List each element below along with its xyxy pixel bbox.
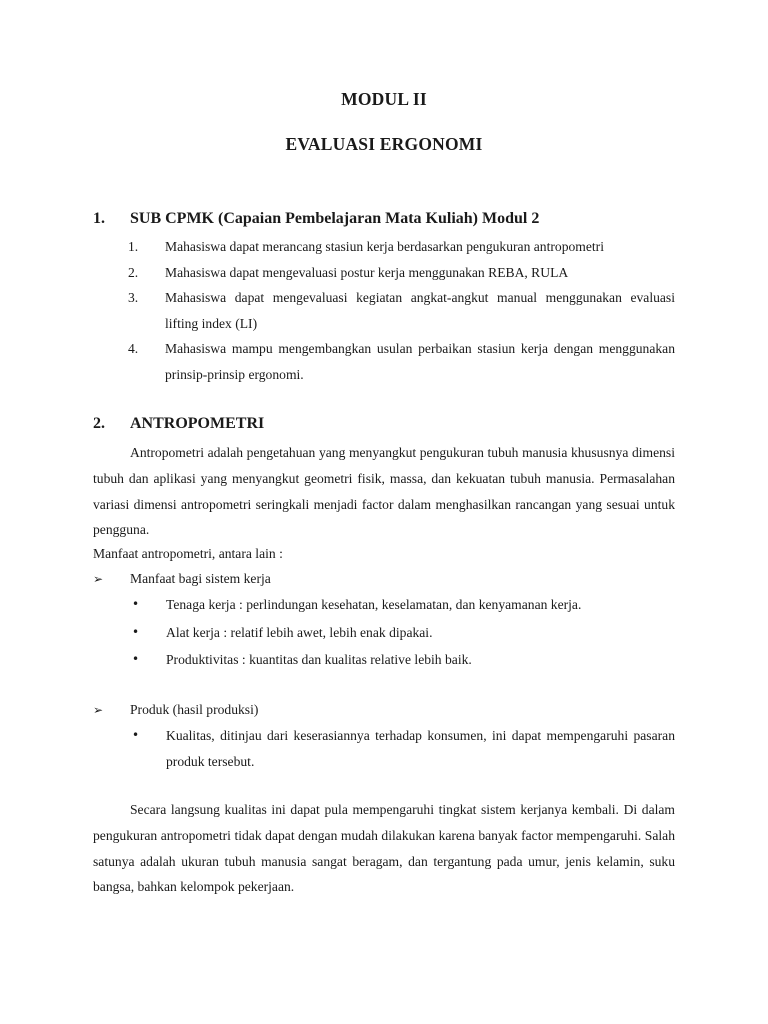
arrow-item-label: Manfaat bagi sistem kerja (130, 571, 271, 586)
section-heading-cpmk (93, 210, 675, 228)
list-item (128, 260, 675, 286)
arrow-item-product (93, 697, 675, 723)
document-page (93, 0, 675, 1024)
list-item-text: Mahasiswa dapat merancang stasiun kerja berdasarkan pengukuran antropometri (165, 239, 604, 254)
bullet-item (130, 592, 675, 618)
section-heading-antropometri (93, 415, 675, 433)
list-item-text: Mahasiswa mampu mengembangkan usulan perbaikan stasiun kerja dengan menggunakan prinsip-prinsip ergonomi. (165, 341, 675, 382)
document-subtitle: EVALUASI ERGONOMI (285, 134, 483, 154)
bullet-item (130, 723, 675, 774)
list-item-number: 4. (128, 341, 139, 356)
arrow-item-label: Produk (hasil produksi) (130, 702, 259, 717)
paragraph-benefits-intro: Manfaat antropometri, antara lain : (93, 546, 283, 561)
bullet-dot-icon: • (132, 728, 140, 742)
arrow-item-work-system (93, 566, 675, 592)
list-item-number: 2. (128, 264, 139, 280)
bullet-text: Alat kerja : relatif lebih awet, lebih enak dipakai. (166, 624, 433, 640)
bullet-item (130, 620, 675, 646)
section-number: 1. (93, 210, 105, 227)
list-item (128, 234, 675, 260)
list-item (128, 336, 675, 387)
section-heading-text: ANTROPOMETRI (130, 415, 265, 432)
section-number: 2. (93, 415, 105, 432)
bullet-text: Tenaga kerja : perlindungan kesehatan, keselamatan, dan kenyamanan kerja. (166, 597, 582, 612)
paragraph-measurement: Secara langsung kualitas ini dapat pula mempengaruhi tingkat sistem kerjanya kembali. Di dalam pengukuran antropometri tidak dapat dengan mudah dilakukan karena banyak factor mempengaruhi. Salah satunya adalah ukuran tubuh manusia sangat beragam, dan tergantung pada umur, jenis kelamin, suku bangsa, bahkan kelompok pekerjaan. (93, 802, 675, 895)
list-item-text: Mahasiswa dapat mengevaluasi kegiatan angkat-angkut manual menggunakan evaluasi lifting index (LI) (165, 290, 675, 331)
bullet-text: Kualitas, ditinjau dari keserasiannya terhadap konsumen, ini dapat mempengaruhi pasaran produk tersebut. (166, 728, 675, 769)
document-title: MODUL II (341, 89, 427, 109)
bullet-text: Produktivitas : kuantitas dan kualitas relative lebih baik. (166, 652, 472, 667)
bullet-dot-icon: • (132, 652, 140, 666)
list-item-text: Mahasiswa dapat mengevaluasi postur kerja menggunakan REBA, RULA (165, 264, 569, 280)
work-system-bullets (130, 592, 675, 675)
bullet-dot-icon: • (132, 597, 140, 611)
list-item-number: 3. (128, 290, 139, 305)
list-item (128, 285, 675, 336)
list-item-number: 1. (128, 239, 139, 254)
cpmk-list (128, 234, 675, 387)
section-heading-text: SUB CPMK (Capaian Pembelajaran Mata Kuliah) Modul 2 (130, 210, 540, 227)
arrow-bullet-icon: ➢ (93, 703, 104, 717)
paragraph-definition: Antropometri adalah pengetahuan yang menyangkut pengukuran tubuh manusia khususnya dimensi tubuh dan aplikasi yang menyangkut geometri fisik, massa, dan kekuatan tubuh manusia. Permasalahan variasi dimensi antropometri seringkali menjadi factor dalam menghasilkan rancangan yang sesuai untuk pengguna. (93, 445, 675, 538)
bullet-dot-icon: • (132, 624, 140, 639)
product-bullets (130, 723, 675, 774)
bullet-item (130, 647, 675, 673)
arrow-bullet-icon: ➢ (93, 572, 104, 586)
